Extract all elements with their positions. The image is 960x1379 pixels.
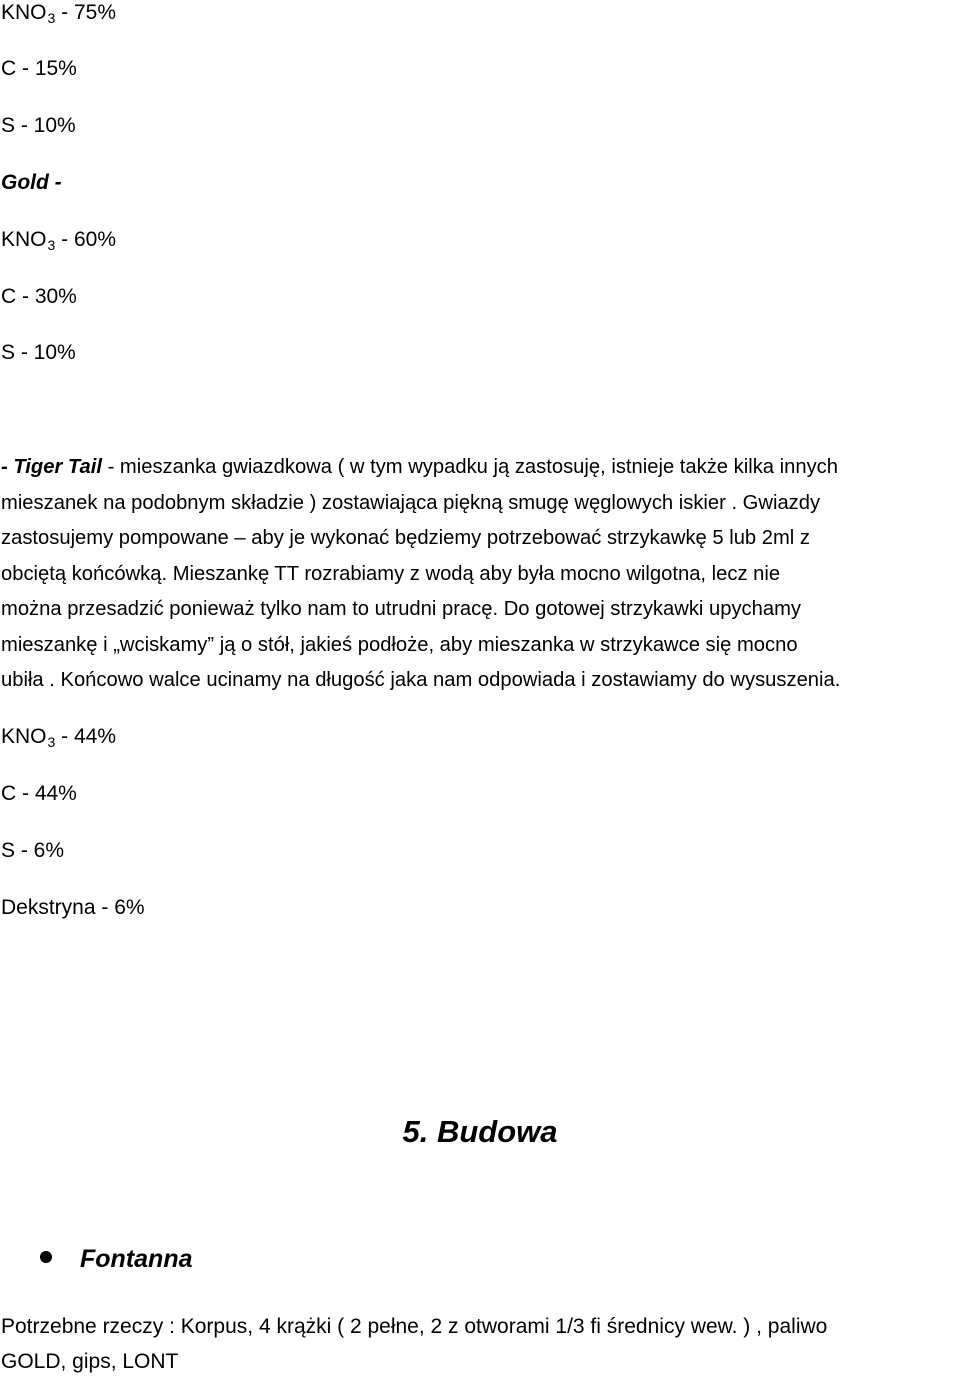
dekstryna-line: Dekstryna - 6% — [1, 896, 145, 919]
tiger-s-line: S - 6% — [1, 839, 65, 862]
kno3-75-line: KNO3 - 75% — [1, 1, 117, 26]
gold-title: Gold - — [1, 171, 62, 194]
tiger-kno3-line: KNO3 - 44% — [1, 725, 117, 750]
s-10-line: S - 10% — [1, 114, 76, 137]
bullet-icon — [40, 1251, 52, 1263]
tiger-c-line: C - 44% — [1, 782, 77, 805]
section-heading: 5. Budowa — [402, 1114, 558, 1149]
gold-kno3-line: KNO3 - 60% — [1, 228, 117, 253]
bullet-item-fontanna — [40, 1245, 193, 1274]
footer-paragraph: Potrzebne rzeczy : Korpus, 4 krążki ( 2 pełne, 2 z otworami 1/3 fi średnicy wew. ) , paliwo GOLD, gips, LONT — [1, 1315, 828, 1373]
tiger-tail-title: - Tiger Tail — [1, 456, 102, 478]
gold-c-line: C - 30% — [1, 285, 77, 308]
tiger-tail-paragraph: - Tiger Tail - mieszanka gwiazdkowa ( w tym wypadku ją zastosuję, istnieje także kilka innych mieszanek na podobnym składzie ) zostawiająca piękną smugę węglowych iskier . Gwiazdy zastosujemy pompowane – aby je wykonać będziemy potrzebować strzykawkę 5 lub 2ml z obciętą końcówką. Mieszankę TT rozrabiamy z wodą aby była mocno wilgotna, lecz nie można przesadzić ponieważ tylko nam to utrudni pracę. Do gotowej strzykawki upychamy mieszankę i „wciskamy” ją o stół, jakieś podłoże, aby mieszanka w strzykawce się mocno ubiła . Końcowo walce ucinamy na długość jaka nam odpowiada i zostawiamy do wysuszenia. — [1, 456, 841, 691]
gold-s-line: S - 10% — [1, 341, 76, 364]
c-15-line: C - 15% — [1, 57, 77, 80]
bullet-label: Fontanna — [80, 1245, 193, 1273]
